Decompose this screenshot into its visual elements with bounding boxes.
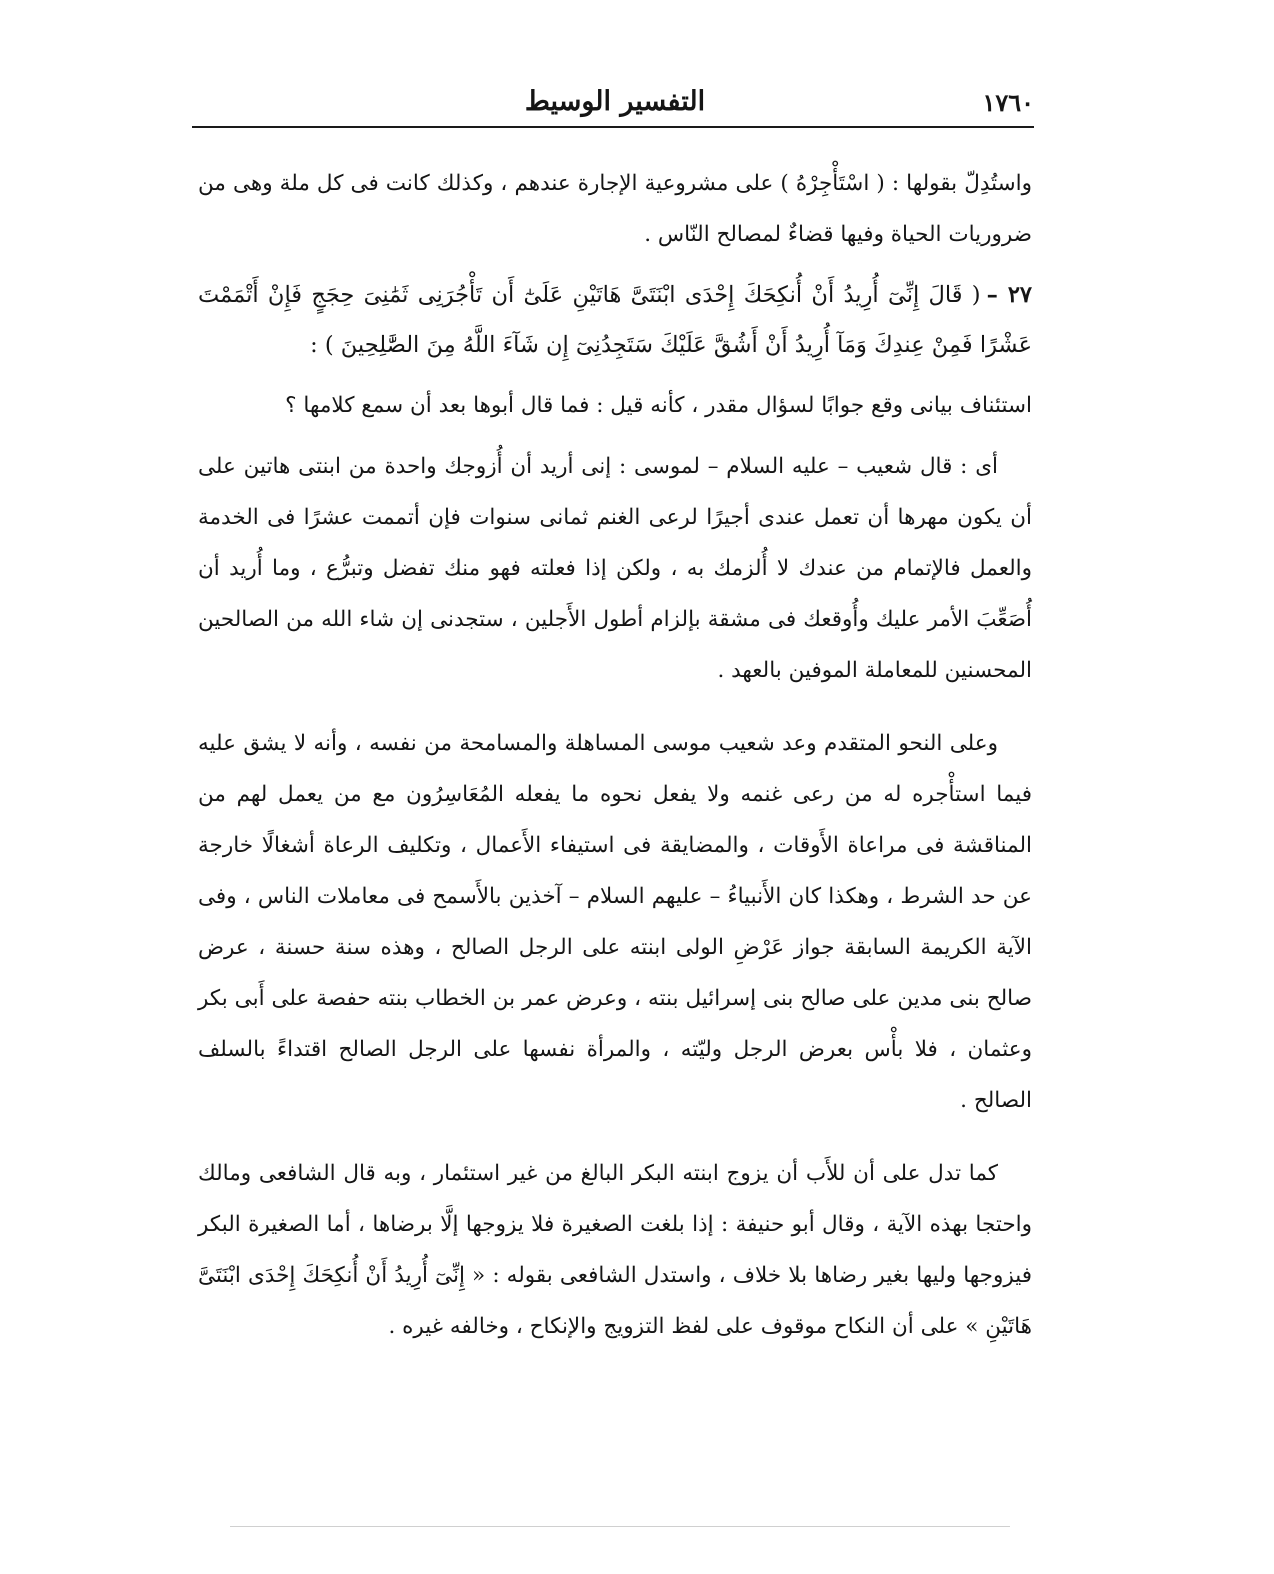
verse-number: ٢٧ –: [986, 282, 1032, 308]
paragraph-5: كما تدل على أن للأَب أن يزوج ابنته البكر البالغ من غير استئمار ، وبه قال الشافعى ومالك واحتجا بهذه الآية ، وقال أبو حنيفة : إذا بلغت الصغيرة فلا يزوجها إلَّا برضاها ، أما الصغيرة البكر فيزوجها وليها بغير رضاها بلا خلاف ، واستدل الشافعى بقوله : « إِنِّىٓ أُرِيدُ أَنْ أُنكِحَكَ إِحْدَى ابْنَتَىَّ هَاتَيْنِ » على أن النكاح موقوف على لفظ التزويج والإنكاح ، وخالفه غيره .: [198, 1161, 1032, 1339]
verse-text: ( قَالَ إِنِّىٓ أُرِيدُ أَنْ أُنكِحَكَ إِحْدَى ابْنَتَىَّ هَاتَيْنِ عَلَىٰٓ أَن تَأْجُرَنِى ثَمَٰنِىَ حِجَجٍ فَإِنْ أَتْمَمْتَ عَشْرًا فَمِنْ عِندِكَ وَمَآ أُرِيدُ أَنْ أَشُقَّ عَلَيْكَ سَتَجِدُنِىٓ إِن شَآءَ اللَّهُ مِنَ الصَّٰلِحِينَ ) :: [198, 282, 1032, 358]
page-header: [196, 86, 1034, 126]
page-number: ١٧٦٠: [982, 88, 1034, 117]
paragraph-4: وعلى النحو المتقدم وعد شعيب موسى المساهلة والمسامحة من نفسه ، وأنه لا يشق عليه فيما استأْجره له من رعى غنمه ولا يفعل نحوه ما يفعله المُعَاسِرُون مع من يعمل لهم من المناقشة فى مراعاة الأَوقات ، والمضايقة فى استيفاء الأَعمال ، وتكليف الرعاة أشغالًا خارجة عن حد الشرط ، وهكذا كان الأَنبياءُ – عليهم السلام – آخذين بالأَسمح فى معاملات الناس ، وفى الآية الكريمة السابقة جواز عَرْضِ الولى ابنته على الرجل الصالح ، وهذه سنة حسنة ، عرض صالح بنى مدين على صالح بنى إسرائيل بنته ، وعرض عمر بن الخطاب بنته حفصة على أَبى بكر وعثمان ، فلا بأْس بعرض الرجل وليّته ، والمرأة نفسها على الرجل الصالح اقتداءً بالسلف الصالح .: [198, 731, 1032, 1113]
quran-verse: [198, 270, 1032, 370]
paragraph-3: أى : قال شعيب – عليه السلام – لموسى : إنى أريد أن أُزوجك واحدة من ابنتى هاتين على أن يكون مهرها أن تعمل عندى أجيرًا لرعى الغنم ثمانى سنوات فإن أتممت عشرًا فى الخدمة والعمل فالإتمام من عندك لا أُلزمك به ، ولكن إذا فعلته فهو منك تفضل وتبرُّع ، وما أُريد أن أُصَعِّبَ الأمر عليك وأُوقعك فى مشقة بإلزام أطول الأَجلين ، ستجدنى إن شاء الله من الصالحين المحسنين للمعاملة الموفين بالعهد .: [198, 454, 1032, 683]
running-title: التفسير الوسيط: [524, 86, 706, 117]
bottom-rule: [230, 1526, 1010, 1527]
header-rule: [192, 126, 1034, 128]
page-body: [198, 158, 1032, 1362]
paragraph-2: استئناف بيانى وقع جوابًا لسؤال مقدر ، كأنه قيل : فما قال أبوها بعد أن سمع كلامها ؟: [285, 393, 1032, 418]
paragraph-1: واستُدِلّ بقولها : ( اسْتَأْجِرْهُ ) على مشروعية الإجارة عندهم ، وكذلك كانت فى كل ملة وهى من ضروريات الحياة وفيها قضاءٌ لمصالح النّاس .: [198, 171, 1032, 247]
